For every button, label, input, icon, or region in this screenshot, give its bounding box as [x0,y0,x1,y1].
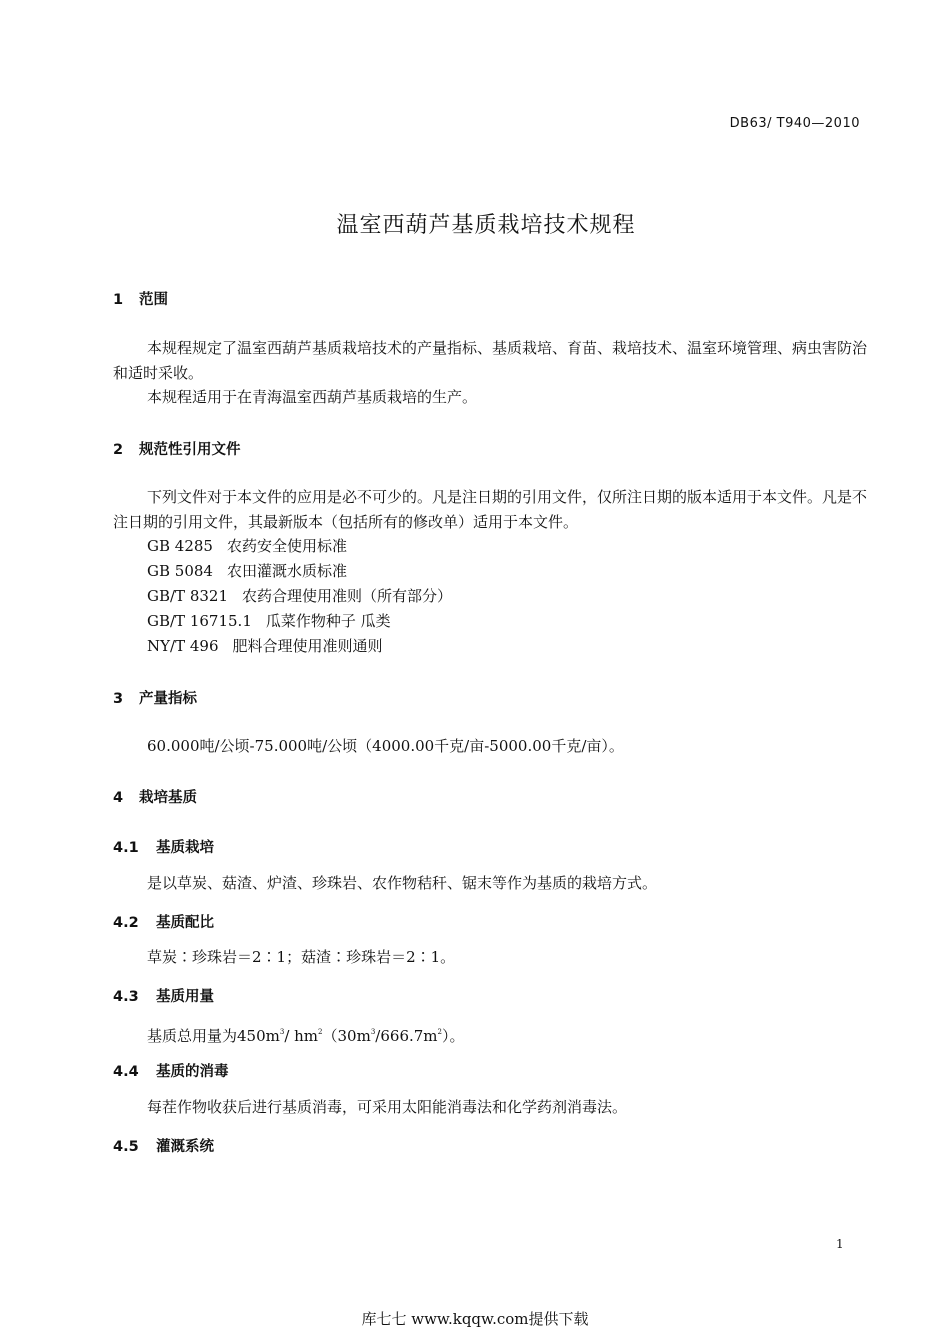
section-title: 范围 [139,292,168,308]
reference-code: GB/T 16715.1 [147,612,252,630]
reference-name: 瓜菜作物种子 瓜类 [265,612,391,630]
reference-name: 肥料合理使用准则通则 [232,637,383,655]
reference-item [147,559,347,584]
reference-code: GB/T 8321 [147,587,229,605]
text-run: 基质总用量为450m [147,1027,280,1045]
paragraph: 是以草炭、菇渣、炉渣、珍珠岩、农作物秸秆、锯末等作为基质的栽培方式。 [147,874,658,892]
subsection-number: 4.2 [113,915,139,931]
section-title: 规范性引用文件 [139,442,241,458]
subsection-title: 基质栽培 [156,840,214,856]
subsection-number: 4.1 [113,840,139,856]
superscript: 2 [318,1028,323,1036]
reference-name: 农药合理使用准则（所有部分） [242,587,453,605]
reference-item [147,534,347,559]
section-number: 2 [113,442,124,458]
subsection-4-3-heading [113,985,214,1006]
section-number: 3 [113,691,124,707]
paragraph: 草炭∶珍珠岩＝2∶1；菇渣∶珍珠岩＝2∶1。 [147,948,456,966]
section-4-heading [113,786,197,807]
paragraph: 本规程适用于在青海温室西葫芦基质栽培的生产。 [147,388,478,406]
section-3-heading [113,687,197,708]
reference-code: GB 4285 [147,537,213,555]
reference-code: GB 5084 [147,562,213,580]
page-number: 1 [836,1237,844,1251]
section-2-heading [113,438,241,459]
text-run: （30m [322,1027,371,1045]
section-1-heading [113,288,168,309]
paragraph: 下列文件对于本文件的应用是必不可少的。凡是注日期的引用文件，仅所注日期的版本适用于本文件。凡是不注日期的引用文件，其最新版本（包括所有的修改单）适用于本文件。 [113,488,868,531]
text-run: / hm [284,1027,319,1045]
section-number: 1 [113,292,124,308]
subsection-number: 4.5 [113,1139,139,1155]
footer-download-notice: 库七七 www.kqqw.com提供下载 [361,1310,589,1328]
reference-name: 农田灌溉水质标准 [226,562,347,580]
section-title: 栽培基质 [139,790,197,806]
document-code: DB63/ T940—2010 [729,116,860,131]
section-number: 4 [113,790,124,806]
paragraph: 60.000吨/公顷-75.000吨/公顷（4000.00千克/亩-5000.00千克/亩）。 [147,737,624,755]
subsection-4-5-heading [113,1135,214,1156]
superscript: 2 [437,1028,442,1036]
section-title: 产量指标 [139,691,197,707]
subsection-4-4-heading [113,1060,229,1081]
subsection-4-2-heading [113,911,214,932]
reference-item [147,584,452,609]
reference-name: 农药安全使用标准 [226,537,347,555]
reference-item [147,609,391,634]
text-run: ）。 [442,1027,465,1045]
subsection-number: 4.3 [113,989,139,1005]
reference-code: NY/T 496 [147,637,219,655]
subsection-title: 基质的消毒 [156,1064,229,1080]
subsection-title: 灌溉系统 [156,1139,214,1155]
superscript: 3 [279,1028,285,1036]
reference-item [147,634,383,659]
subsection-number: 4.4 [113,1064,139,1080]
superscript: 3 [370,1028,376,1036]
subsection-4-1-heading [113,836,214,857]
text-run: /666.7m [375,1027,438,1045]
document-title: 温室西葫芦基质栽培技术规程 [336,213,636,238]
subsection-title: 基质配比 [156,915,214,931]
paragraph: 本规程规定了温室西葫芦基质栽培技术的产量指标、基质栽培、育苗、栽培技术、温室环境管理、病虫害防治和适时采收。 [113,339,868,382]
paragraph: 每茬作物收获后进行基质消毒，可采用太阳能消毒法和化学药剂消毒法。 [147,1098,628,1116]
subsection-title: 基质用量 [156,989,214,1005]
paragraph-substrate-amount [147,1020,465,1049]
